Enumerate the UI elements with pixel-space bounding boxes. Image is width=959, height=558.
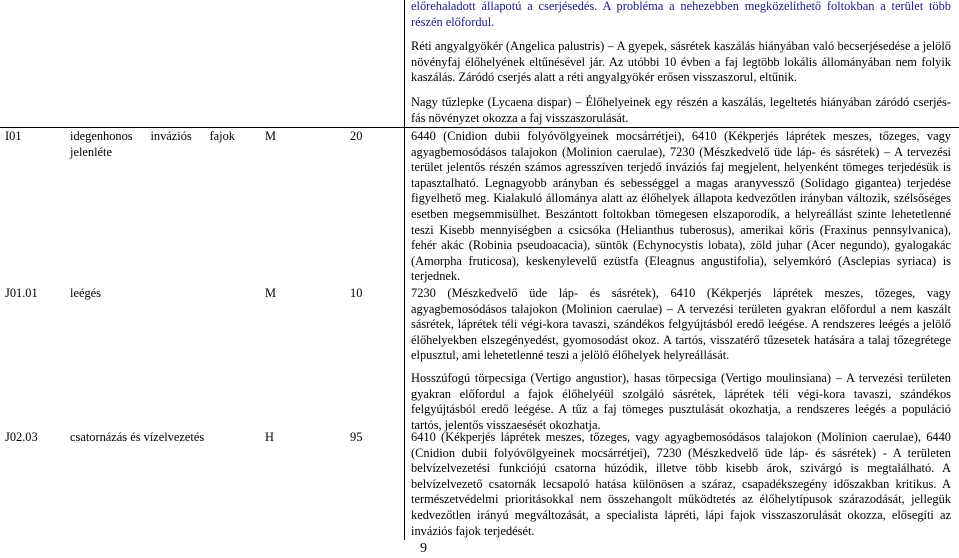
row-divider bbox=[0, 127, 959, 128]
threat-impact: 20 bbox=[350, 129, 363, 143]
row-description bbox=[411, 0, 951, 126]
page-number: 9 bbox=[420, 541, 427, 556]
row-description bbox=[411, 286, 951, 433]
description-paragraph: előrehaladott állapotú a cserjésedés. A probléma a nehezebben megközelíthető foltokban a terület több részén előfordul. bbox=[411, 0, 951, 29]
threat-code: J02.03 bbox=[5, 430, 38, 444]
description-paragraph: 6440 (Cnidion dubii folyóvölgyeinek mocsárrétjei), 6410 (Kékperjés láprétek meszes, tőzeges, vagy agyagbemosódásos talajokon (Molinion caerulae), 7230 (Mészkedvelő üde láp- és sásrétek) – A tervezési terület jelentős részén számos agresszíven terjedő inváziós faj megjelent, helyenként tömeges terjedésük is tapasztalható. Legnagyobb arányban és sebességgel a magas aranyvessző (Solidago gigantea) terjedése figyelhető meg. Kialakuló állománya alatt az élőhelyek állapota kedvezőtlen irányban változik, szélsőséges esetben megsemmisülhet. Beszántott foltokban tömegesen elszaporodik, a helyreállást szinte lehetetlenné teszi Kisebb mennyiségben a csicsóka (Helianthus tuberosus), amerikai kőris (Fraxinus pennsylvanica), fehér akác (Robinia pseudoacacia), süntök (Echynocystis lobata), zöld juhar (Acer negundo), gyalogakác (Amorpha fruticosa), keskenylevelű ezüstfa (Eleagnus angustifolia), selyemkóró (Asclepias syriaca) is terjednek. bbox=[411, 129, 951, 284]
threat-priority: M bbox=[265, 129, 277, 143]
description-paragraph: Hosszúfogú törpecsiga (Vertigo angustior), hasas törpecsiga (Vertigo moulinsiana) – A tervezési területen gyakran előfordul a fajok élőhelyéül szolgáló sásrétek, láprétek téli végi-kora tavaszi, szándékos felgyújtásból eredő leégése. A tűz a faj tömeges pusztulását okozhatja, a rendszeres leégés a populáció tartós, jelentős visszaesését okozhatja. bbox=[411, 370, 951, 432]
description-paragraph: 6410 (Kékperjés láprétek meszes, tőzeges, vagy agyagbemosódásos talajokon (Molinion caerulae), 6440 (Cnidion dubii folyóvölgyeinek mocsárrétjei), 7230 (Mészkedvelő üde láp- és sásrétek) - A területen belvízelvezetési funkciójú csatorna húzódik, illetve több kisebb árok, szivárgó is megtalálható. A belvízelvezető csatornák lecsapoló hatása különösen a száraz, csapadékszegény időszakban kritikus. A természetvédelmi prioritásokkal nem összehangolt működtetés az élőhelytípusok szárazodását, jellegük kedvezőtlen irányú megváltozását, a specialista lápréti, lápi fajok visszaszorulását okozza, elősegíti az inváziós fajok terjedését. bbox=[411, 430, 951, 538]
threat-code: J01.01 bbox=[5, 286, 38, 300]
column-divider bbox=[404, 0, 405, 540]
threat-priority: M bbox=[265, 286, 277, 300]
threat-impact: 10 bbox=[350, 286, 363, 300]
row-description bbox=[411, 129, 951, 285]
threat-code: I01 bbox=[5, 129, 22, 143]
description-paragraph: Nagy tűzlepke (Lycaena dispar) – Élőhelyeinek egy részén a kaszálás, legeltetés hiányában záródó cserjés-fás növényzet okozza a faj visszaszorulását. bbox=[411, 94, 951, 125]
threat-name: csatornázás és vízelvezetés bbox=[70, 430, 205, 444]
description-paragraph: 7230 (Mészkedvelő üde láp- és sásrétek), 6410 (Kékperjés láprétek meszes, tőzeges, vagy agyagbemosódásos talajokon (Molinion caerulae) – A tervezési területen gyakran előfordul a nem kaszált sásrétek, láprétek téli végi-kora tavaszi, szándékos felgyújtásból eredő leégése. A rendszeres leégés a jelölő élőhelyekben elszegényedést, gyomosodást okoz. A tartós, visszatérő tűzesetek hatására a talaj tőzegrétege elpusztul, ami lehetetlenné teszi a jelölő élőhelyek helyreállását. bbox=[411, 286, 951, 363]
description-paragraph: Réti angyalgyökér (Angelica palustris) – A gyepek, sásrétek kaszálás hiányában való becserjésedése a jelölő növényfaj élőhelyének eltűnésével jár. Az utóbbi 10 évben a faj legtöbb lokális állományában nem folyik kaszálás. Záródó cserjés alatt a réti angyalgyökér erősen visszaszorul, eltűnik. bbox=[411, 39, 951, 85]
threat-name: idegenhonos inváziós fajok jelenléte bbox=[70, 129, 235, 159]
threat-priority: H bbox=[265, 430, 274, 444]
threat-impact: 95 bbox=[350, 430, 363, 444]
threat-name: leégés bbox=[70, 286, 101, 300]
row-description bbox=[411, 430, 951, 539]
